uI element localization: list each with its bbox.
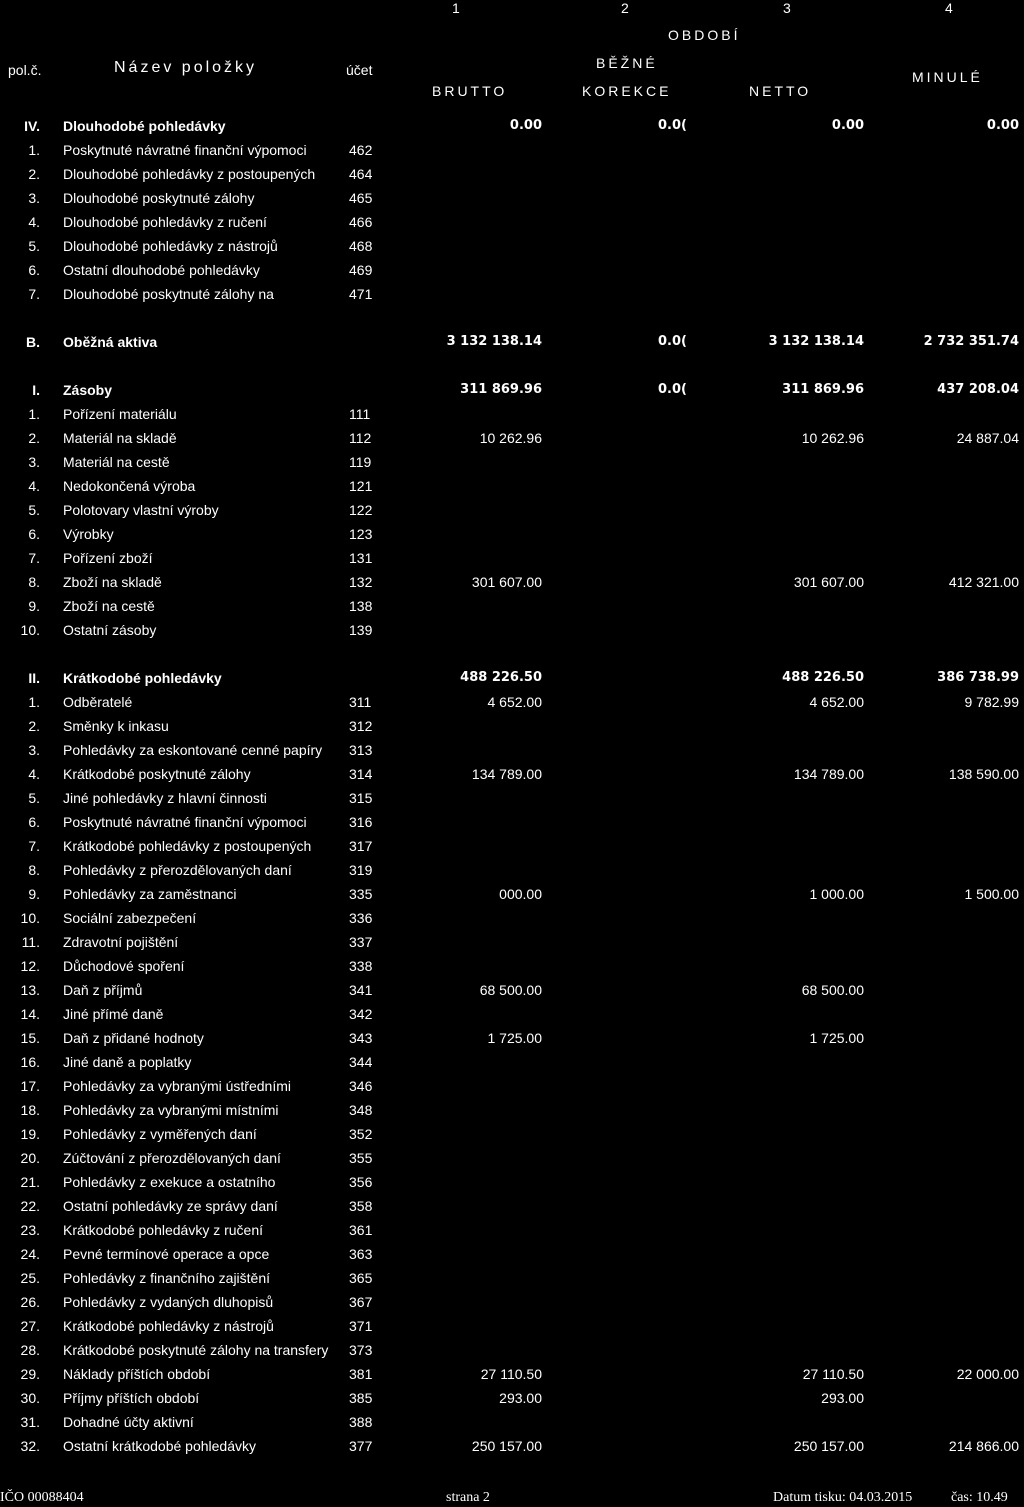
row-account: 335 <box>349 886 373 902</box>
row-brutto: 488 226.50 <box>460 670 542 685</box>
row-number: 7. <box>28 550 40 566</box>
row-label: Pohledávky za vybranými ústředními <box>63 1078 291 1094</box>
row-brutto: 1 725.00 <box>487 1030 542 1046</box>
table-row <box>0 910 1024 934</box>
row-label: Dlouhodobé pohledávky z ručení <box>63 214 267 230</box>
table-row <box>0 262 1024 286</box>
row-label: Dlouhodobé poskytnuté zálohy <box>63 190 255 206</box>
row-label: Výrobky <box>63 526 114 542</box>
row-account: 363 <box>349 1246 373 1262</box>
row-label: Zboží na cestě <box>63 598 155 614</box>
row-account: 112 <box>349 430 372 446</box>
row-number: 7. <box>28 838 40 854</box>
row-account: 464 <box>349 166 373 182</box>
row-netto: 0.00 <box>831 118 864 133</box>
row-label: Dohadné účty aktivní <box>63 1414 194 1430</box>
row-account: 342 <box>349 1006 373 1022</box>
row-label: Zboží na skladě <box>63 574 162 590</box>
row-account: 121 <box>349 478 373 494</box>
row-number: 8. <box>28 862 40 878</box>
row-account: 316 <box>349 814 373 830</box>
row-label: Dlouhodobé pohledávky <box>63 118 226 134</box>
table-row <box>0 1390 1024 1414</box>
table-row <box>0 958 1024 982</box>
row-account: 373 <box>349 1342 373 1358</box>
row-number: B. <box>26 334 40 350</box>
row-netto: 27 110.50 <box>802 1366 864 1382</box>
row-label: Pohledávky z vyměřených daní <box>63 1126 257 1142</box>
row-account: 358 <box>349 1198 373 1214</box>
row-brutto: 10 262.96 <box>479 430 542 446</box>
row-minule: 0.00 <box>986 118 1019 133</box>
row-label: Krátkodobé pohledávky z nástrojů <box>63 1318 274 1334</box>
row-account: 132 <box>349 574 373 590</box>
row-label: Důchodové spoření <box>63 958 185 974</box>
row-label: Jiné daně a poplatky <box>63 1054 192 1070</box>
row-account: 319 <box>349 862 373 878</box>
row-label: Poskytnuté návratné finanční výpomoci <box>63 142 307 158</box>
row-label: Oběžná aktiva <box>63 334 158 350</box>
row-account: 311 <box>349 694 372 710</box>
column-number-3: 3 <box>783 0 791 16</box>
table-row <box>0 622 1024 646</box>
row-minule: 214 866.00 <box>948 1438 1019 1454</box>
row-account: 348 <box>349 1102 373 1118</box>
row-account: 122 <box>349 502 373 518</box>
row-netto: 1 000.00 <box>809 886 864 902</box>
row-label: Jiné přímé daně <box>63 1006 164 1022</box>
row-account: 471 <box>349 286 373 302</box>
row-number: 4. <box>28 214 40 230</box>
row-account: 361 <box>349 1222 373 1238</box>
table-row <box>0 790 1024 814</box>
row-account: 352 <box>349 1126 373 1142</box>
header-nazev: Název položky <box>114 59 258 76</box>
row-number: 27. <box>20 1318 40 1334</box>
table-row <box>0 1318 1024 1342</box>
table-row <box>0 1174 1024 1198</box>
table-row <box>0 862 1024 886</box>
row-number: 13. <box>20 982 40 998</box>
row-label: Pohledávky za vybranými místními <box>63 1102 279 1118</box>
table-row <box>0 1222 1024 1246</box>
row-minule: 2 732 351.74 <box>923 334 1019 349</box>
row-account: 119 <box>349 454 372 470</box>
row-label: Ostatní zásoby <box>63 622 157 638</box>
row-netto: 301 607.00 <box>793 574 864 590</box>
table-row <box>0 766 1024 790</box>
row-account: 314 <box>349 766 373 782</box>
row-minule: 22 000.00 <box>956 1366 1019 1382</box>
table-row <box>0 718 1024 742</box>
row-number: 8. <box>28 574 40 590</box>
row-number: 6. <box>28 262 40 278</box>
row-label: Náklady příštích období <box>63 1366 211 1382</box>
row-netto: 134 789.00 <box>793 766 864 782</box>
row-label: Krátkodobé pohledávky z postoupených <box>63 838 312 854</box>
row-label: Pohledávky z vydaných dluhopisů <box>63 1294 274 1310</box>
row-label: Zúčtování z přerozdělovaných daní <box>63 1150 281 1166</box>
footer-page: strana 2 <box>446 1490 490 1505</box>
column-number-4: 4 <box>945 0 953 16</box>
row-netto: 4 652.00 <box>809 694 864 710</box>
row-minule: 386 738.99 <box>937 670 1019 685</box>
row-account: 381 <box>349 1366 373 1382</box>
row-label: Dlouhodobé poskytnuté zálohy na <box>63 286 274 302</box>
table-row <box>0 286 1024 310</box>
row-label: Krátkodobé pohledávky <box>63 670 222 686</box>
row-number: 23. <box>20 1222 40 1238</box>
row-brutto: 301 607.00 <box>471 574 542 590</box>
row-label: Dlouhodobé pohledávky z postoupených <box>63 166 316 182</box>
row-minule: 412 321.00 <box>948 574 1019 590</box>
table-row <box>0 1414 1024 1438</box>
row-account: 371 <box>349 1318 373 1334</box>
row-label: Odběratelé <box>63 694 133 710</box>
row-number: 5. <box>28 790 40 806</box>
row-label: Ostatní pohledávky ze správy daní <box>63 1198 278 1214</box>
row-number: 10. <box>20 910 40 926</box>
row-number: 15. <box>20 1030 40 1046</box>
row-korekce: 0.0( <box>658 118 687 133</box>
row-brutto: 311 869.96 <box>460 382 542 397</box>
row-number: 6. <box>28 526 40 542</box>
row-number: 5. <box>28 238 40 254</box>
row-brutto: 4 652.00 <box>487 694 542 710</box>
row-number: 3. <box>28 742 40 758</box>
table-row <box>0 190 1024 214</box>
row-label: Nedokončená výroba <box>63 478 196 494</box>
row-label: Zásoby <box>63 382 113 398</box>
row-number: 2. <box>28 166 40 182</box>
row-number: 30. <box>20 1390 40 1406</box>
table-row <box>0 238 1024 262</box>
row-account: 344 <box>349 1054 373 1070</box>
header-pol: pol.č. <box>8 62 42 78</box>
table-row <box>0 574 1024 598</box>
table-row <box>0 1006 1024 1030</box>
table-row <box>0 1366 1024 1390</box>
table-row <box>0 1078 1024 1102</box>
row-label: Pořízení zboží <box>63 550 153 566</box>
row-brutto: 134 789.00 <box>471 766 542 782</box>
row-account: 138 <box>349 598 373 614</box>
row-number: 11. <box>21 934 40 950</box>
table-row <box>0 982 1024 1006</box>
row-netto: 68 500.00 <box>801 982 864 998</box>
row-number: 17. <box>20 1078 40 1094</box>
table-row <box>0 598 1024 622</box>
row-account: 465 <box>349 190 373 206</box>
row-account: 139 <box>349 622 373 638</box>
table-row <box>0 886 1024 910</box>
header-bezne: BĚŽNÉ <box>596 55 658 71</box>
table-row <box>0 502 1024 526</box>
table-row <box>0 1342 1024 1366</box>
row-number: 28. <box>20 1342 40 1358</box>
footer-print-time: čas: 10.49 <box>951 1490 1008 1505</box>
table-row <box>0 1270 1024 1294</box>
row-account: 315 <box>349 790 373 806</box>
table-row <box>0 1126 1024 1150</box>
row-label: Polotovary vlastní výroby <box>63 502 219 518</box>
section-row <box>0 670 1024 694</box>
row-number: 5. <box>28 502 40 518</box>
row-account: 336 <box>349 910 373 926</box>
row-number: 14. <box>20 1006 40 1022</box>
row-number: 1. <box>28 406 40 422</box>
table-row <box>0 838 1024 862</box>
row-number: 1. <box>28 142 40 158</box>
row-number: 9. <box>28 598 40 614</box>
column-number-1: 1 <box>452 0 460 16</box>
row-korekce: 0.0( <box>658 382 687 397</box>
row-account: 356 <box>349 1174 373 1190</box>
header-minule: MINULÉ <box>912 69 983 85</box>
row-number: 21. <box>20 1174 40 1190</box>
row-brutto: 3 132 138.14 <box>446 334 542 349</box>
row-label: Pohledávky z exekuce a ostatního <box>63 1174 276 1190</box>
row-number: 2. <box>28 430 40 446</box>
table-row <box>0 742 1024 766</box>
row-netto: 1 725.00 <box>809 1030 864 1046</box>
table-row <box>0 478 1024 502</box>
row-netto: 250 157.00 <box>793 1438 864 1454</box>
row-account: 343 <box>349 1030 373 1046</box>
row-account: 462 <box>349 142 373 158</box>
row-number: 20. <box>20 1150 40 1166</box>
row-number: II. <box>28 670 40 686</box>
row-brutto: 000.00 <box>499 886 542 902</box>
table-row <box>0 814 1024 838</box>
table-row <box>0 1150 1024 1174</box>
row-number: 18. <box>20 1102 40 1118</box>
row-minule: 1 500.00 <box>964 886 1019 902</box>
row-number: 1. <box>28 694 40 710</box>
row-label: Pohledávky z finančního zajištění <box>63 1270 271 1286</box>
section-row <box>0 118 1024 142</box>
row-account: 469 <box>349 262 373 278</box>
table-row <box>0 1030 1024 1054</box>
footer-ico: IČO 00088404 <box>0 1490 84 1505</box>
row-account: 111 <box>349 406 371 422</box>
row-label: Příjmy příštích období <box>63 1390 200 1406</box>
row-number: 29. <box>20 1366 40 1382</box>
row-account: 317 <box>349 838 373 854</box>
row-number: 12. <box>20 958 40 974</box>
row-number: 4. <box>28 478 40 494</box>
header-obdobi: OBDOBÍ <box>668 27 741 43</box>
row-netto: 488 226.50 <box>782 670 864 685</box>
row-number: 32. <box>20 1438 40 1454</box>
row-account: 131 <box>349 550 373 566</box>
section-row <box>0 334 1024 358</box>
row-netto: 3 132 138.14 <box>768 334 864 349</box>
row-minule: 437 208.04 <box>937 382 1019 397</box>
row-minule: 138 590.00 <box>948 766 1019 782</box>
header-netto: NETTO <box>749 83 812 99</box>
row-label: Pořízení materiálu <box>63 406 177 422</box>
section-row <box>0 382 1024 406</box>
row-label: Směnky k inkasu <box>63 718 169 734</box>
row-label: Dlouhodobé pohledávky z nástrojů <box>63 238 278 254</box>
row-number: 25. <box>20 1270 40 1286</box>
row-minule: 24 887.04 <box>956 430 1019 446</box>
row-account: 338 <box>349 958 373 974</box>
row-brutto: 293.00 <box>499 1390 542 1406</box>
row-brutto: 250 157.00 <box>471 1438 542 1454</box>
column-number-2: 2 <box>621 0 629 16</box>
row-label: Pohledávky za zaměstnanci <box>63 886 237 902</box>
row-brutto: 68 500.00 <box>479 982 542 998</box>
table-row <box>0 526 1024 550</box>
row-label: Materiál na cestě <box>63 454 170 470</box>
row-label: Pevné termínové operace a opce <box>63 1246 270 1262</box>
row-number: 9. <box>28 886 40 902</box>
row-label: Ostatní krátkodobé pohledávky <box>63 1438 257 1454</box>
row-number: 24. <box>20 1246 40 1262</box>
row-account: 313 <box>349 742 373 758</box>
row-number: 26. <box>20 1294 40 1310</box>
row-account: 346 <box>349 1078 373 1094</box>
table-row <box>0 166 1024 190</box>
row-account: 466 <box>349 214 373 230</box>
row-label: Pohledávky za eskontované cenné papíry <box>63 742 323 758</box>
row-number: IV. <box>24 118 40 134</box>
row-number: 2. <box>28 718 40 734</box>
row-account: 355 <box>349 1150 373 1166</box>
header-brutto: BRUTTO <box>432 83 508 99</box>
table-row <box>0 694 1024 718</box>
row-label: Materiál na skladě <box>63 430 177 446</box>
table-row <box>0 430 1024 454</box>
row-label: Ostatní dlouhodobé pohledávky <box>63 262 260 278</box>
row-number: 10. <box>20 622 40 638</box>
row-number: I. <box>32 382 40 398</box>
table-row <box>0 142 1024 166</box>
row-account: 365 <box>349 1270 373 1286</box>
row-minule: 9 782.99 <box>964 694 1019 710</box>
table-row <box>0 550 1024 574</box>
row-number: 19. <box>20 1126 40 1142</box>
row-account: 468 <box>349 238 373 254</box>
table-row <box>0 214 1024 238</box>
row-label: Krátkodobé pohledávky z ručení <box>63 1222 264 1238</box>
row-label: Sociální zabezpečení <box>63 910 197 926</box>
row-number: 3. <box>28 454 40 470</box>
row-netto: 10 262.96 <box>801 430 864 446</box>
row-label: Daň z příjmů <box>63 982 143 998</box>
row-number: 4. <box>28 766 40 782</box>
row-label: Daň z přidané hodnoty <box>63 1030 204 1046</box>
footer-print-date: Datum tisku: 04.03.2015 <box>773 1490 913 1505</box>
row-label: Krátkodobé poskytnuté zálohy na transfery <box>63 1342 329 1358</box>
row-korekce: 0.0( <box>658 334 687 349</box>
row-account: 377 <box>349 1438 373 1454</box>
row-account: 367 <box>349 1294 373 1310</box>
table-row <box>0 934 1024 958</box>
header-korekce: KOREKCE <box>582 83 672 99</box>
row-brutto: 0.00 <box>509 118 542 133</box>
table-row <box>0 406 1024 430</box>
row-label: Krátkodobé poskytnuté zálohy <box>63 766 251 782</box>
row-number: 16. <box>20 1054 40 1070</box>
header-ucet: účet <box>346 62 373 78</box>
row-number: 31. <box>20 1414 40 1430</box>
row-number: 7. <box>28 286 40 302</box>
table-row <box>0 454 1024 478</box>
row-account: 337 <box>349 934 373 950</box>
row-netto: 311 869.96 <box>782 382 864 397</box>
table-row <box>0 1054 1024 1078</box>
row-number: 22. <box>20 1198 40 1214</box>
row-account: 385 <box>349 1390 373 1406</box>
row-brutto: 27 110.50 <box>480 1366 542 1382</box>
row-label: Poskytnuté návratné finanční výpomoci <box>63 814 307 830</box>
row-number: 6. <box>28 814 40 830</box>
table-row <box>0 1246 1024 1270</box>
table-row <box>0 1102 1024 1126</box>
row-label: Zdravotní pojištění <box>63 934 179 950</box>
row-account: 341 <box>349 982 373 998</box>
row-label: Jiné pohledávky z hlavní činnosti <box>63 790 267 806</box>
row-number: 3. <box>28 190 40 206</box>
row-netto: 293.00 <box>821 1390 864 1406</box>
row-account: 388 <box>349 1414 373 1430</box>
table-row <box>0 1294 1024 1318</box>
row-label: Pohledávky z přerozdělovaných daní <box>63 862 292 878</box>
table-row <box>0 1198 1024 1222</box>
row-account: 123 <box>349 526 373 542</box>
row-account: 312 <box>349 718 373 734</box>
table-row <box>0 1438 1024 1462</box>
